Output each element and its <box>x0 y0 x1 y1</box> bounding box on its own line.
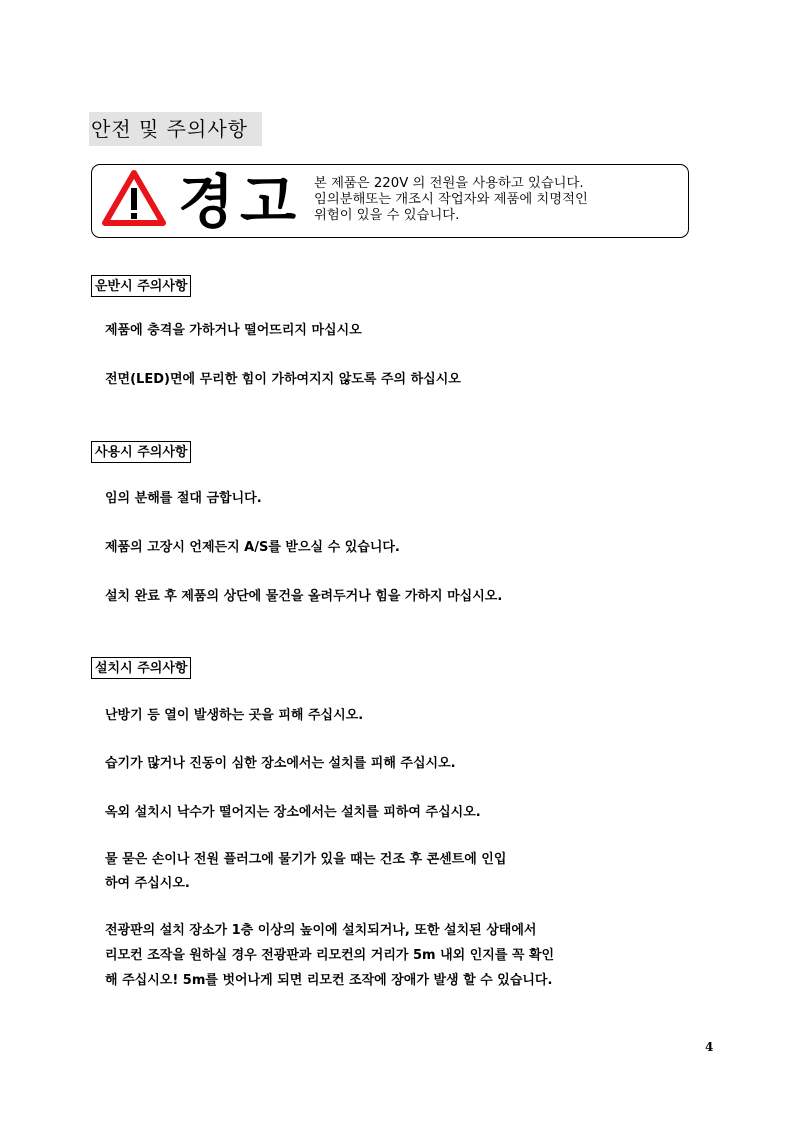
list-item: 해 주십시오! 5m를 벗어나게 되면 리모컨 조작에 장애가 발생 할 수 있습니다. <box>105 973 553 988</box>
list-item: 옥외 설치시 낙수가 떨어지는 장소에서는 설치를 피하여 주십시오. <box>105 805 481 820</box>
list-item: 임의 분해를 절대 금합니다. <box>105 491 262 506</box>
warning-triangle-icon <box>102 169 166 227</box>
list-item: 난방기 등 열이 발생하는 곳을 피해 주십시오. <box>105 708 364 723</box>
list-item: 제품에 충격을 가하거나 떨어뜨리지 마십시오 <box>105 323 362 338</box>
warning-line: 임의분해또는 개조시 작업자와 제품에 치명적인 <box>314 192 588 207</box>
list-item: 습기가 많거나 진동이 심한 장소에서는 설치를 피해 주십시오. <box>105 756 456 771</box>
warning-box <box>91 164 689 238</box>
list-item: 전광판의 설치 장소가 1층 이상의 높이에 설치되거나, 또한 설치된 상태에서 <box>105 923 537 938</box>
warning-word: 경고 <box>178 168 303 236</box>
list-item: 제품의 고장시 언제든지 A/S를 받으실 수 있습니다. <box>105 540 400 555</box>
list-item: 물 묻은 손이나 전원 플러그에 물기가 있을 때는 건조 후 콘센트에 인입 <box>105 852 507 867</box>
page-number: 4 <box>705 1040 714 1054</box>
list-item: 설치 완료 후 제품의 상단에 물건을 올려두거나 힘을 가하지 마십시오. <box>105 589 503 604</box>
page-title: 안전 및 주의사항 <box>89 112 262 146</box>
warning-text <box>314 176 684 224</box>
section-label-transport: 운반시 주의사항 <box>91 275 191 297</box>
warning-line: 위험이 있을 수 있습니다. <box>314 208 460 223</box>
list-item: 전면(LED)면에 무리한 힘이 가하여지지 않도록 주의 하십시오 <box>105 372 461 387</box>
section-label-installation: 설치시 주의사항 <box>91 657 191 679</box>
section-label-usage: 사용시 주의사항 <box>91 441 191 463</box>
list-item: 리모컨 조작을 원하실 경우 전광판과 리모컨의 거리가 5m 내외 인지를 꼭 확인 <box>105 948 555 963</box>
warning-line: 본 제품은 220V 의 전원을 사용하고 있습니다. <box>314 176 584 191</box>
list-item: 하여 주십시오. <box>105 876 190 891</box>
